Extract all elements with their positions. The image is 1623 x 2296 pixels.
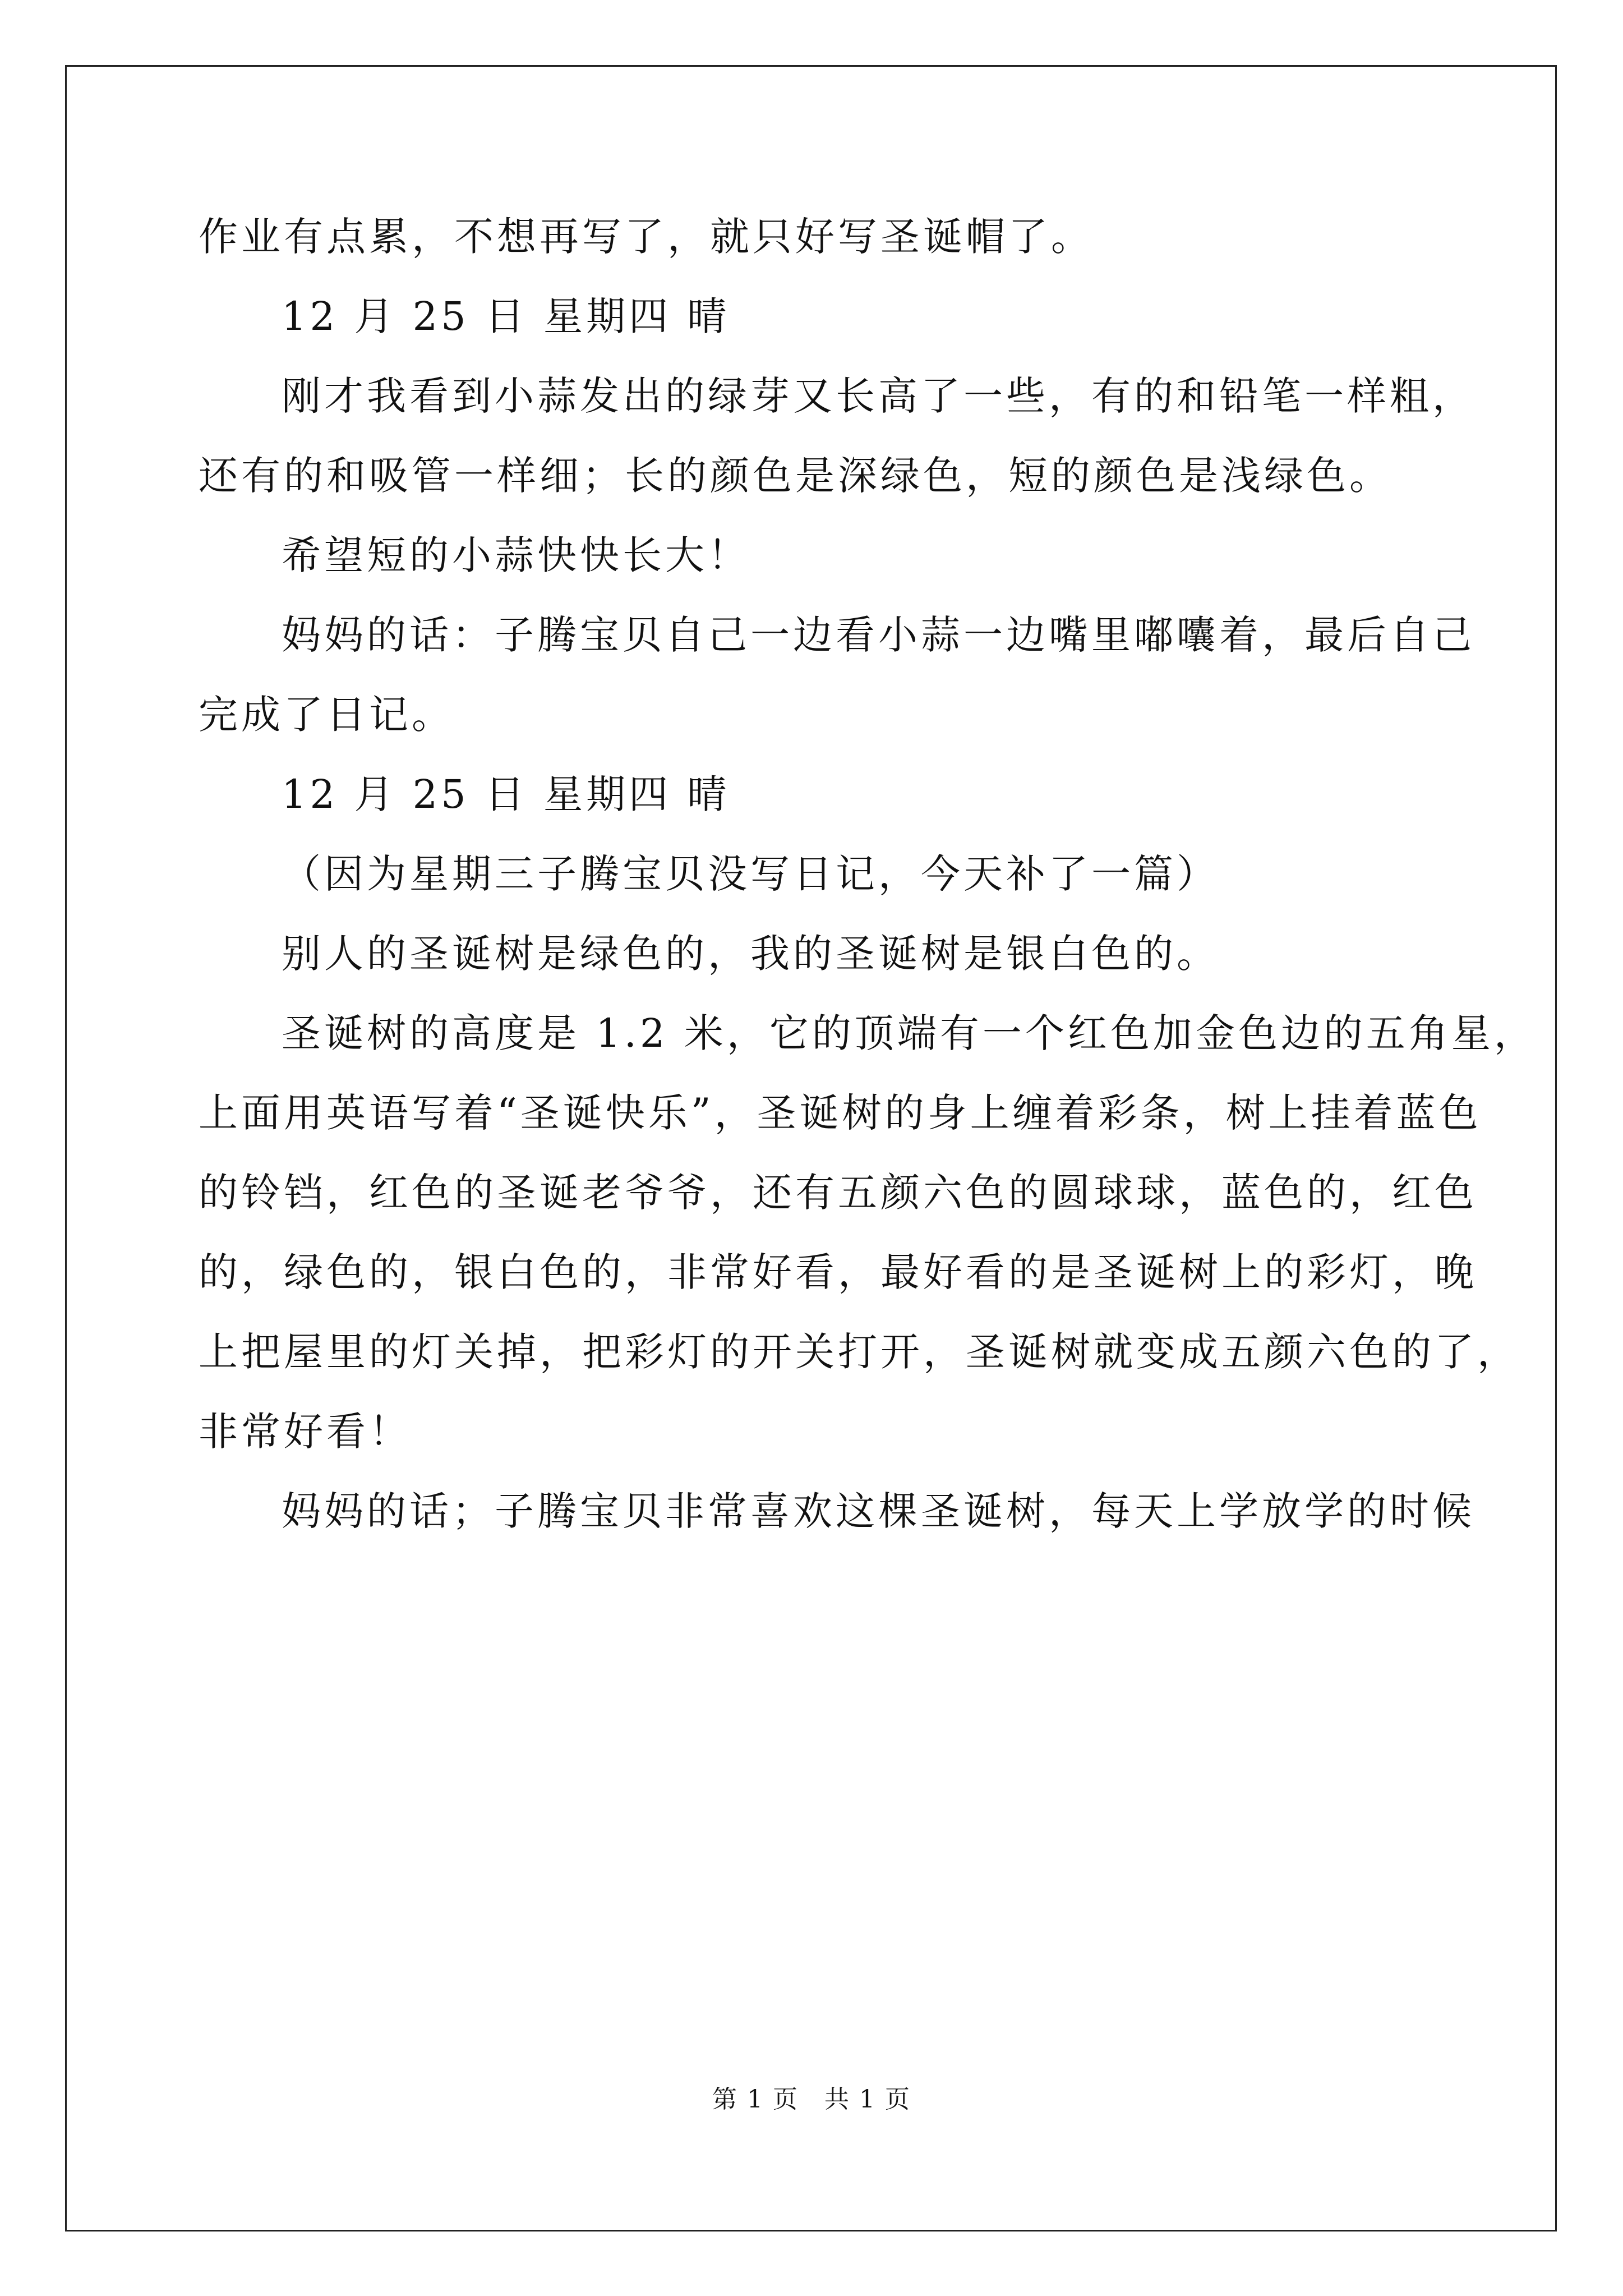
diary-date-heading: 12 月 25 日 星期四 晴 [282,771,730,817]
text-line: 希望短的小蒜快快长大！ [282,532,750,578]
text-line: （因为星期三子腾宝贝没写日记，今天补了一篇） [282,851,1219,897]
text-line: 上把屋里的灯关掉，把彩灯的开关打开，圣诞树就变成五颜六色的了， [199,1329,1520,1375]
text-line: 完成了日记。 [199,692,454,738]
text-line: 的铃铛，红色的圣诞老爷爷，还有五颜六色的圆球球，蓝色的，红色 [199,1170,1477,1216]
text-line: 别人的圣诞树是绿色的，我的圣诞树是银白色的。 [282,931,1219,977]
text-line: 圣诞树的高度是 1.2 米，它的顶端有一个红色加金色边的五角星， [282,1010,1537,1056]
diary-date-heading: 12 月 25 日 星期四 晴 [282,293,730,339]
text-line: 妈妈的话；子腾宝贝非常喜欢这棵圣诞树，每天上学放学的时候 [282,1488,1475,1534]
text-line: 非常好看！ [199,1409,412,1455]
text-line: 妈妈的话：子腾宝贝自己一边看小蒜一边嘴里嘟囔着，最后自己 [282,612,1475,658]
text-line: 的，绿色的，银白色的，非常好看，最好看的是圣诞树上的彩灯，晚 [199,1249,1477,1295]
text-line: 还有的和吸管一样细；长的颜色是深绿色，短的颜色是浅绿色。 [199,453,1392,499]
text-line: 刚才我看到小蒜发出的绿芽又长高了一些，有的和铅笔一样粗， [282,373,1475,419]
text-line: 上面用英语写着“圣诞快乐”，圣诞树的身上缠着彩条，树上挂着蓝色 [199,1090,1482,1136]
page-footer: 第 1 页 共 1 页 [712,2085,911,2114]
text-line: 作业有点累，不想再写了，就只好写圣诞帽了。 [199,214,1094,260]
